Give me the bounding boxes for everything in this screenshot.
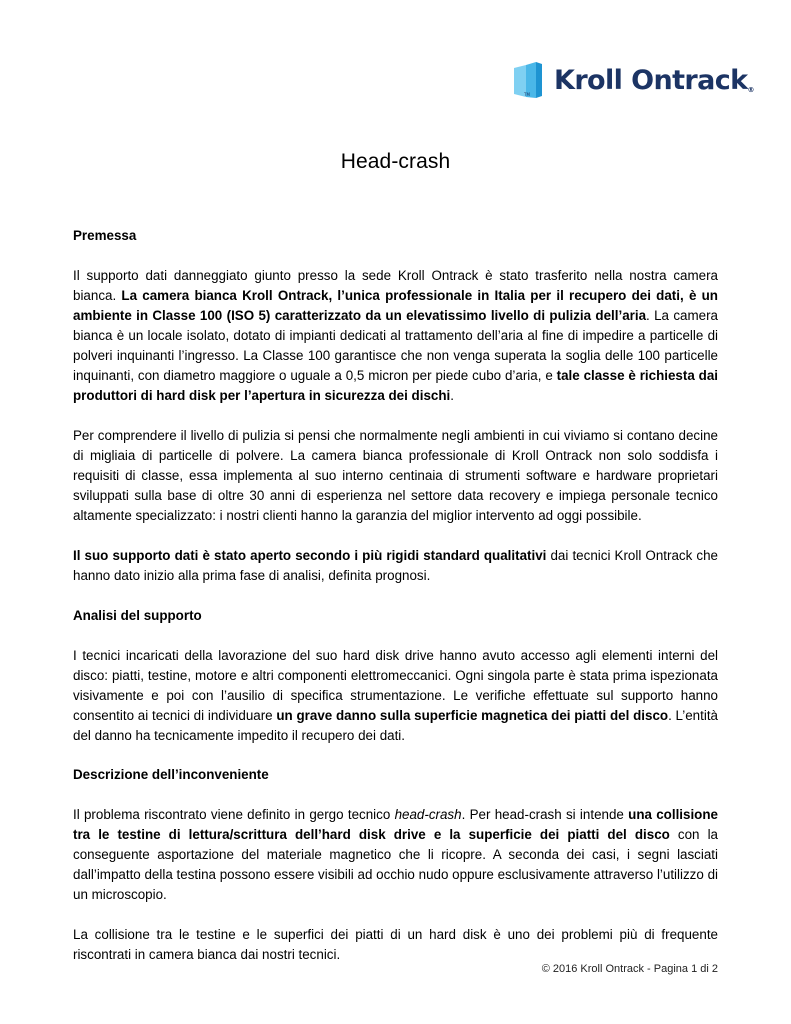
kroll-ontrack-logo-mark-icon: [512, 60, 550, 100]
kroll-ontrack-logo: [512, 60, 754, 100]
page-footer: © 2016 Kroll Ontrack - Pagina 1 di 2: [541, 963, 718, 975]
paragraph-premessa-2: Per comprendere il livello di pulizia si pensi che normalmente negli ambienti in cui viviamo si contano decine di migliaia di particelle di polvere. La camera bianca professionale di Kroll Ontrack non solo soddisfa i requisiti di classe, essa implementa al suo interno centinaia di strumenti software e hardware proprietari sviluppati sulla base di oltre 30 anni di esperienza nel settore data recovery e impiega personale tecnico altamente specializzato: i nostri clienti hanno la garanzia del miglior intervento ad oggi possibile.: [73, 428, 718, 523]
paragraph-analisi-1: I tecnici incaricati della lavorazione del suo hard disk drive hanno avuto accesso agli elementi interni del disco: piatti, testine, motore e altri componenti elettromeccanici. Ogni singola parte è stata prima ispezionata visivamente e poi con l’ausilio di specifica strumentazione. Le verifiche effettuate sul supporto hanno consentito ai tecnici di individuare un grave danno sulla superficie magnetica dei piatti del disco. L’entità del danno ha tecnicamente impedito il recupero dei dati.: [73, 648, 718, 743]
paragraph-descrizione-2: La collisione tra le testine e le superfici dei piatti di un hard disk è uno dei problemi più di frequente riscontrati in camera bianca dai nostri tecnici.: [73, 927, 718, 962]
document-body: [73, 226, 718, 965]
document-title: Head-crash: [340, 150, 451, 173]
paragraph-descrizione-1: Il problema riscontrato viene definito in gergo tecnico head-crash. Per head-crash si intende una collisione tra le testine di lettura/scrittura dell’hard disk drive e la superficie dei piatti del disco con la conseguente asportazione del materiale magnetico che li ricopre. A seconda dei casi, i segni lasciati dall’impatto della testina possono essere visibili ad occhio nudo oppure esclusivamente attraverso l’utilizzo di un microscopio.: [73, 807, 718, 902]
section-heading-premessa: Premessa: [73, 228, 137, 243]
section-heading-analisi: Analisi del supporto: [73, 608, 202, 623]
logo-wordmark: Kroll Ontrack®: [554, 64, 754, 96]
section-heading-descrizione: Descrizione dell’inconveniente: [73, 767, 269, 782]
paragraph-premessa-3: Il suo supporto dati è stato aperto secondo i più rigidi standard qualitativi dai tecnici Kroll Ontrack che hanno dato inizio alla prima fase di analisi, definita prognosi.: [73, 548, 718, 583]
paragraph-premessa-1: Il supporto dati danneggiato giunto presso la sede Kroll Ontrack è stato trasferito nella nostra camera bianca. La camera bianca Kroll Ontrack, l’unica professionale in Italia per il recupero dei dati, è un ambiente in Classe 100 (ISO 5) caratterizzato da un elevatissimo livello di pulizia dell’aria. La camera bianca è un locale isolato, dotato di impianti dedicati al trattamento dell’aria al fine di impedire a particelle di polveri inquinanti l’ingresso. La Classe 100 garantisce che non venga superata la soglia delle 100 particelle inquinanti, con diametro maggiore o uguale a 0,5 micron per piede cubo d’aria, e tale classe è richiesta dai produttori di hard disk per l’apertura in sicurezza dei dischi.: [73, 268, 718, 403]
logo-tm-text: TM: [524, 92, 530, 97]
